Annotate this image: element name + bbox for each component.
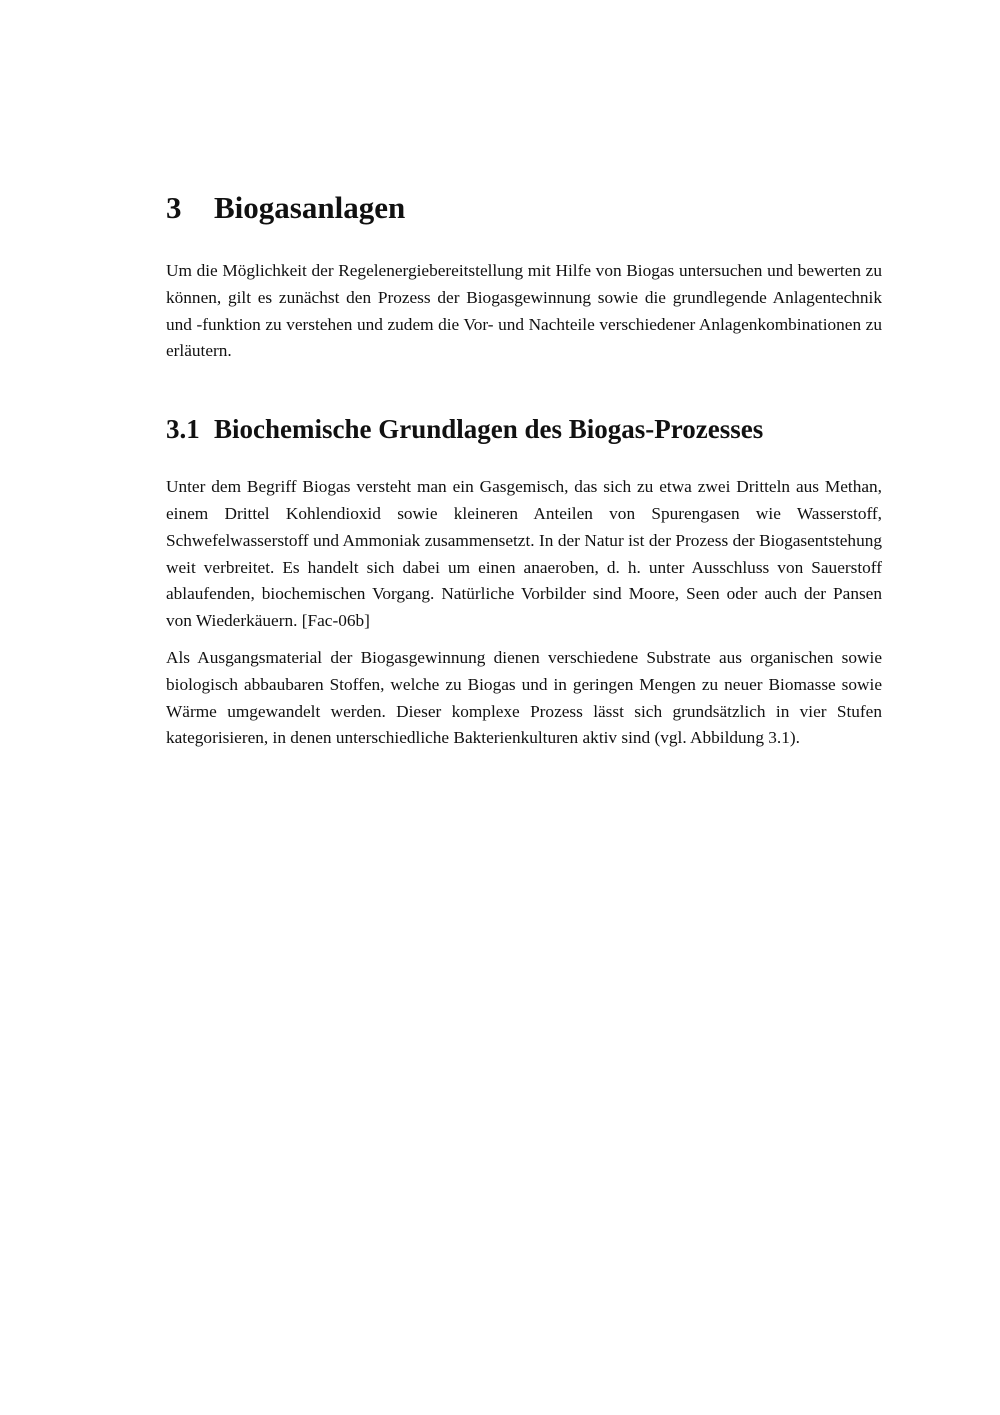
section-paragraph: Unter dem Begriff Biogas versteht man ein Gasgemisch, das sich zu etwa zwei Dritteln aus Methan, einem Drittel Kohlendioxid sowie kleineren Anteilen von Spurengasen wie Wasserstoff, Schwefelwasserstoff und Ammoniak zusammensetzt. In der Natur ist der Prozess der Biogasentstehung weit verbreitet. Es handelt sich dabei um einen anaeroben, d. h. unter Ausschluss von Sauerstoff ablaufenden, biochemischen Vorgang. Natürliche Vorbilder sind Moore, Seen oder auch der Pansen von Wiederkäuern. [Fac-06b] (166, 477, 882, 631)
section-title: Biochemische Grundlagen des Biogas-Prozesses (214, 414, 764, 445)
chapter-title: Biogasanlagen (214, 190, 406, 225)
chapter-intro-paragraph: Um die Möglichkeit der Regelenergiebereitstellung mit Hilfe von Biogas untersuchen und bewerten zu können, gilt es zunächst den Prozess der Biogasgewinnung sowie die grundlegende Anlagentechnik und -funktion zu verstehen und zudem die Vor- und Nachteile verschiedener Anlagenkombinationen zu erläutern. (166, 261, 882, 361)
section-heading (166, 411, 882, 447)
chapter-number: 3 (166, 190, 182, 225)
page-content (166, 188, 882, 752)
section-number: 3.1 (166, 414, 200, 445)
section-paragraph: Als Ausgangsmaterial der Biogasgewinnung dienen verschiedene Substrate aus organischen sowie biologisch abbaubaren Stoffen, welche zu Biogas und in geringen Mengen zu neuer Biomasse sowie Wärme umgewandelt werden. Dieser komplexe Prozess lässt sich grundsätzlich in vier Stufen kategorisieren, in denen unterschiedliche Bakterienkulturen aktiv sind (vgl. Abbildung 3.1). (166, 647, 882, 748)
chapter-heading (166, 188, 882, 228)
